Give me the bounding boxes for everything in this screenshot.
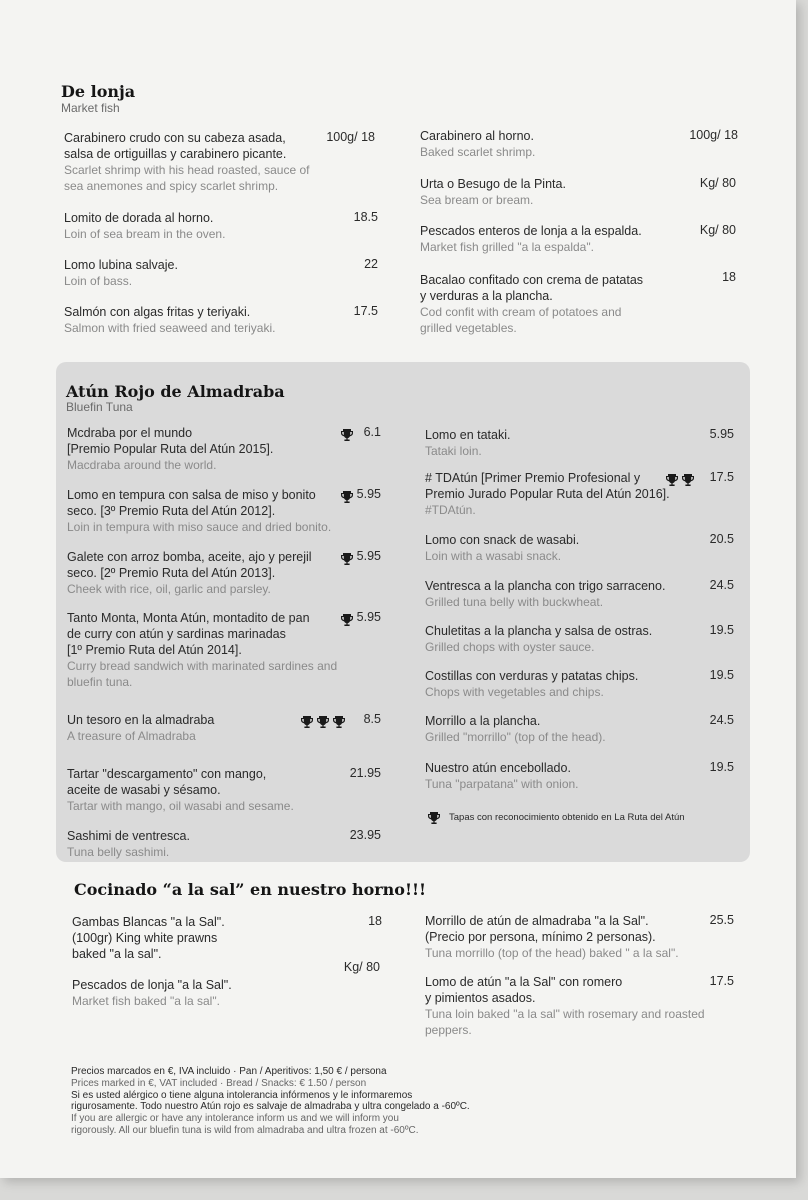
menu-item: Pescados de lonja "a la Sal". Market fish baked "a la sal". [72,978,232,1008]
trophy-icon [300,715,314,729]
section-title-lonja: De lonja [61,82,136,101]
item-name: Un tesoro en la almadraba [67,713,215,727]
item-description-en: Tataki loin. [425,444,482,458]
item-name: Tartar "descargamento" con mango, aceite de wasabi y sésamo. [67,767,267,797]
item-name: Sashimi de ventresca. [67,829,190,843]
menu-item: Pescados enteros de lonja a la espalda. Market fish grilled "a la espalda". [420,224,642,254]
trophy-icon [340,613,354,627]
footer-line: If you are allergic or have any intolerance inform us and we will inform you [71,1113,399,1125]
item-name: Tanto Monta, Monta Atún, montadito de pan de curry con atún y sardinas marinadas [1º Premio Ruta del Atún 2014]. [67,611,310,657]
item-price: 17.5 [709,470,734,484]
item-price: 5.95 [356,610,381,624]
section-subtitle-lonja: Market fish [61,101,120,115]
item-description-en: Macdraba around the world. [67,458,217,472]
menu-item [425,713,606,745]
section-title-sal: Cocinado “a la sal” en nuestro horno!!! [74,880,427,899]
item-name: Mcdraba por el mundo [Premio Popular Ruta del Atún 2015]. [67,426,274,456]
item-price: 18 [368,914,382,928]
trophy-icon [332,715,346,729]
menu-item [67,712,214,744]
menu-item: Urta o Besugo de la Pinta. Sea bream or bream. [420,177,566,207]
item-description-en: Cheek with rice, oil, garlic and parsley. [67,582,271,596]
item-description-en: Grilled tuna belly with buckwheat. [425,595,604,609]
footnote-trophy [425,809,441,827]
footer-line: Prices marked in €, VAT included · Bread / Snacks: € 1.50 / person [71,1077,367,1089]
item-price: 22 [364,257,378,271]
item-price: Kg/ 80 [699,176,736,190]
item-price: 19.5 [709,760,734,774]
item-price: Kg/ 80 [343,960,380,974]
item-description-en: Loin with a wasabi snack. [425,549,562,563]
item-price: 5.95 [709,427,734,441]
item-price: 5.95 [356,487,381,501]
item-description-en: Chops with vegetables and chips. [425,685,604,699]
item-name: Chuletitas a la plancha y salsa de ostras. [425,624,653,638]
menu-item [67,549,312,597]
tapas-footnote: Tapas con reconocimiento obtenido en La Ruta del Atún [449,812,685,823]
item-description-en: Grilled chops with oyster sauce. [425,640,595,654]
item-price: 100g/ 18 [326,130,375,144]
footer-line: rigurosamente. Todo nuestro Atún rojo es salvaje de almadraba y ultra congelado a -60ºC. [71,1101,470,1113]
item-name: Lomo en tataki. [425,428,511,442]
trophy-icon [340,490,354,504]
award-trophies [338,488,354,506]
trophy-icon [681,473,695,487]
trophy-icon [665,473,679,487]
menu-item: Morrillo de atún de almadraba "a la Sal". (Precio por persona, mínimo 2 personas). Tuna morrillo (top of the head) baked " a la sal". [425,914,679,960]
award-trophies [663,471,695,489]
item-price: 18.5 [353,210,378,224]
award-trophies [338,426,354,444]
item-name: Ventresca a la plancha con trigo sarraceno. [425,579,666,593]
footer-line: rigorously. All our bluefin tuna is wild from almadraba and ultra frozen at -60ºC. [71,1124,419,1136]
item-description-en: Tuna "parpatana" with onion. [425,777,579,791]
item-name: Lomo con snack de wasabi. [425,533,580,547]
item-description-en: Loin in tempura with miso sauce and dried bonito. [67,520,332,534]
item-price: 17.5 [709,974,734,988]
footer-line: Precios marcados en €, IVA incluido · Pan / Aperitivos: 1,50 € / persona [71,1066,387,1077]
item-name: Galete con arroz bomba, aceite, ajo y perejil seco. [2º Premio Ruta del Atún 2013]. [67,550,312,580]
section-subtitle-atun: Bluefin Tuna [66,400,133,414]
trophy-icon [340,552,354,566]
menu-item: Gambas Blancas "a la Sal". (100gr) King white prawns baked "a la sal". [72,915,225,961]
menu-item: Lomo de atún "a la Sal" con romero y pimientos asados. Tuna loin baked "a la sal" with rosemary and roasted peppers. [425,975,705,1037]
award-trophies [298,713,346,731]
item-price: 21.95 [349,766,381,780]
menu-item [425,668,638,700]
menu-item [425,470,670,518]
section-title-atun: Atún Rojo de Almadraba [66,382,285,401]
item-price: 23.95 [349,828,381,842]
item-name: Nuestro atún encebollado. [425,761,571,775]
menu-item [425,578,665,610]
item-price: 6.1 [363,425,381,439]
item-description-en: Grilled "morrillo" (top of the head). [425,730,606,744]
item-name: Lomo en tempura con salsa de miso y bonito seco. [3º Premio Ruta del Atún 2012]. [67,488,316,518]
item-description-en: #TDAtún. [425,503,476,517]
award-trophies [338,550,354,568]
menu-item [67,487,331,535]
item-name: Morrillo a la plancha. [425,714,541,728]
footer-line: Si es usted alérgico o tiene alguna intolerancia infórmenos y le informaremos [71,1089,413,1101]
item-description-en: Tuna belly sashimi. [67,845,170,859]
item-price: 8.5 [363,712,381,726]
menu-item [67,828,190,860]
item-price: 19.5 [709,623,734,637]
trophy-icon [427,811,441,825]
item-price: 20.5 [709,532,734,546]
menu-item: Carabinero crudo con su cabeza asada, salsa de ortiguillas y carabinero picante. Scarlet shrimp with his head roasted, sauce of sea anemones and spicy scarlet shrimp. [64,131,310,193]
item-description-en: Curry bread sandwich with marinated sardines and bluefin tuna. [67,659,338,689]
menu-item [425,532,579,564]
item-price: 19.5 [709,668,734,682]
menu-item: Bacalao confitado con crema de patatas y verduras a la plancha. Cod confit with cream of potatoes and grilled vegetables. [420,273,644,335]
menu-item: Salmón con algas fritas y teriyaki. Salmon with fried seaweed and teriyaki. [64,305,276,335]
menu-item [67,610,337,690]
menu-item [67,766,294,814]
item-description-en: A treasure of Almadraba [67,729,196,743]
award-trophies [338,611,354,629]
menu-item: Carabinero al horno. Baked scarlet shrimp. [420,129,536,159]
menu-item [67,425,273,473]
menu-item [425,760,579,792]
trophy-icon [340,428,354,442]
item-price: 5.95 [356,549,381,563]
menu-item [425,623,652,655]
menu-item [425,427,510,459]
item-price: Kg/ 80 [699,223,736,237]
item-price: 100g/ 18 [689,128,738,142]
menu-item: Lomito de dorada al horno. Loin of sea bream in the oven. [64,211,226,241]
item-price: 17.5 [353,304,378,318]
menu-item: Lomo lubina salvaje. Loin of bass. [64,258,178,288]
menu-footer [71,1066,551,1137]
item-price: 24.5 [709,713,734,727]
item-price: 18 [722,270,736,284]
trophy-icon [316,715,330,729]
item-name: Costillas con verduras y patatas chips. [425,669,639,683]
item-description-en: Tartar with mango, oil wasabi and sesame. [67,799,294,813]
item-name: # TDAtún [Primer Premio Profesional y Premio Jurado Popular Ruta del Atún 2016]. [425,471,670,501]
item-price: 25.5 [709,913,734,927]
item-price: 24.5 [709,578,734,592]
